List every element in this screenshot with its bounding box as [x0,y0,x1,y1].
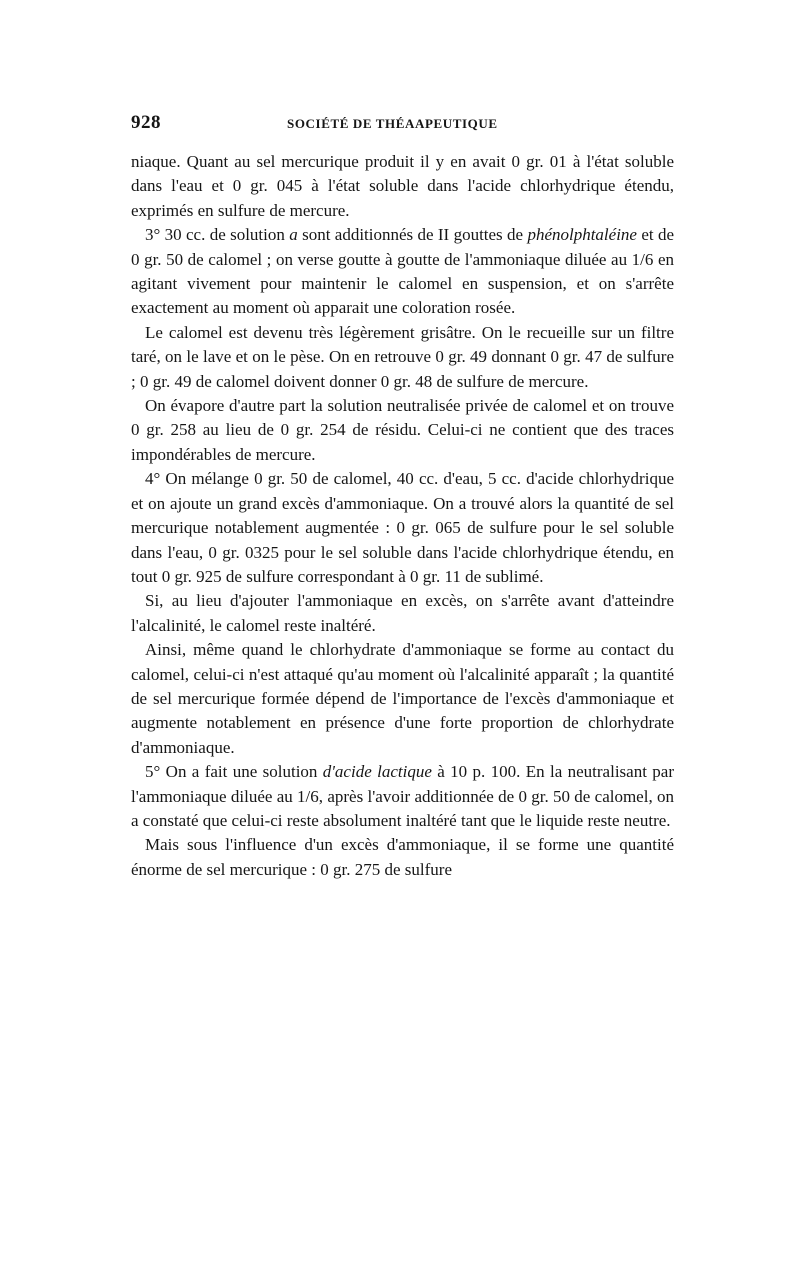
text-run: à 10 p. 100. En la neutralisant par l'ammoniaque diluée au 1/6, après l'avoir additionnée de 0 gr. 50 de calomel, on a constaté que celui-ci reste absolument inaltéré tant que le liquide reste neutre. [131,762,674,830]
text-run: On évapore d'autre part la solution neutralisée privée de calomel et on trouve 0 gr. 258 au lieu de 0 gr. 254 de résidu. Celui-ci ne contient que des traces impondérables de mercure. [131,396,674,464]
running-head [131,112,674,142]
body-text [131,150,674,882]
text-run: 3° 30 cc. de solution [145,225,290,245]
running-title: SOCIÉTÉ DE THÉAAPEUTIQUE [287,116,498,131]
italic-text: phénolphtaléine [527,225,637,245]
paragraph-p7 [131,638,674,760]
text-run: 5° On a fait une solution [145,762,323,782]
paragraph-p4 [131,394,674,467]
paragraph-p3 [131,321,674,394]
page-number: 928 [131,112,161,133]
paragraph-p9 [131,833,674,882]
text-run: Ainsi, même quand le chlorhydrate d'ammoniaque se forme au contact du calomel, celui-ci n'est attaqué qu'au moment où l'alcalinité apparaît ; la quantité de sel mercurique formée dépend de l'importance de l'excès d'ammoniaque et augmente notablement en présence d'une forte proportion de chlorhydrate d'ammoniaque. [131,640,674,757]
document-page [131,112,674,882]
paragraph-p1 [131,150,674,223]
text-run: niaque. Quant au sel mercurique produit il y en avait 0 gr. 01 à l'état soluble dans l'eau et 0 gr. 045 à l'état soluble dans l'acide chlorhydrique étendu, exprimés en sulfure de mercure. [131,152,674,220]
paragraph-p5 [131,467,674,589]
paragraph-p2 [131,223,674,321]
text-run: et de 0 gr. 50 de calomel ; on verse goutte à goutte de l'ammoniaque diluée au 1/6 en agitant vivement pour maintenir le calomel en suspension, et on s'arrête exactement au moment où apparait une coloration rosée. [131,225,674,318]
italic-text: d'acide lactique [322,762,432,782]
text-run: sont additionnés de II gouttes de [297,225,528,245]
paragraph-p8 [131,760,674,833]
text-run: Si, au lieu d'ajouter l'ammoniaque en excès, on s'arrête avant d'atteindre l'alcalinité, le calomel reste inaltéré. [131,591,674,635]
italic-text: a [289,225,298,245]
paragraph-p6 [131,589,674,638]
text-run: Mais sous l'influence d'un excès d'ammoniaque, il se forme une quantité énorme de sel mercurique : 0 gr. 275 de sulfure [131,835,674,879]
text-run: Le calomel est devenu très légèrement grisâtre. On le recueille sur un filtre taré, on le lave et on le pèse. On en retrouve 0 gr. 49 donnant 0 gr. 47 de sulfure ; 0 gr. 49 de calomel doivent donner 0 gr. 48 de sulfure de mercure. [131,322,674,391]
text-run: 4° On mélange 0 gr. 50 de calomel, 40 cc. d'eau, 5 cc. d'acide chlorhydrique et on ajoute un grand excès d'ammoniaque. On a trouvé alors la quantité de sel mercurique notablement augmentée : 0 gr. 065 de sulfure pour le sel soluble dans l'eau, 0 gr. 0325 pour le sel soluble dans l'acide chlorhydrique étendu, en tout 0 gr. 925 de sulfure correspondant à 0 gr. 11 de sublimé. [131,469,674,586]
